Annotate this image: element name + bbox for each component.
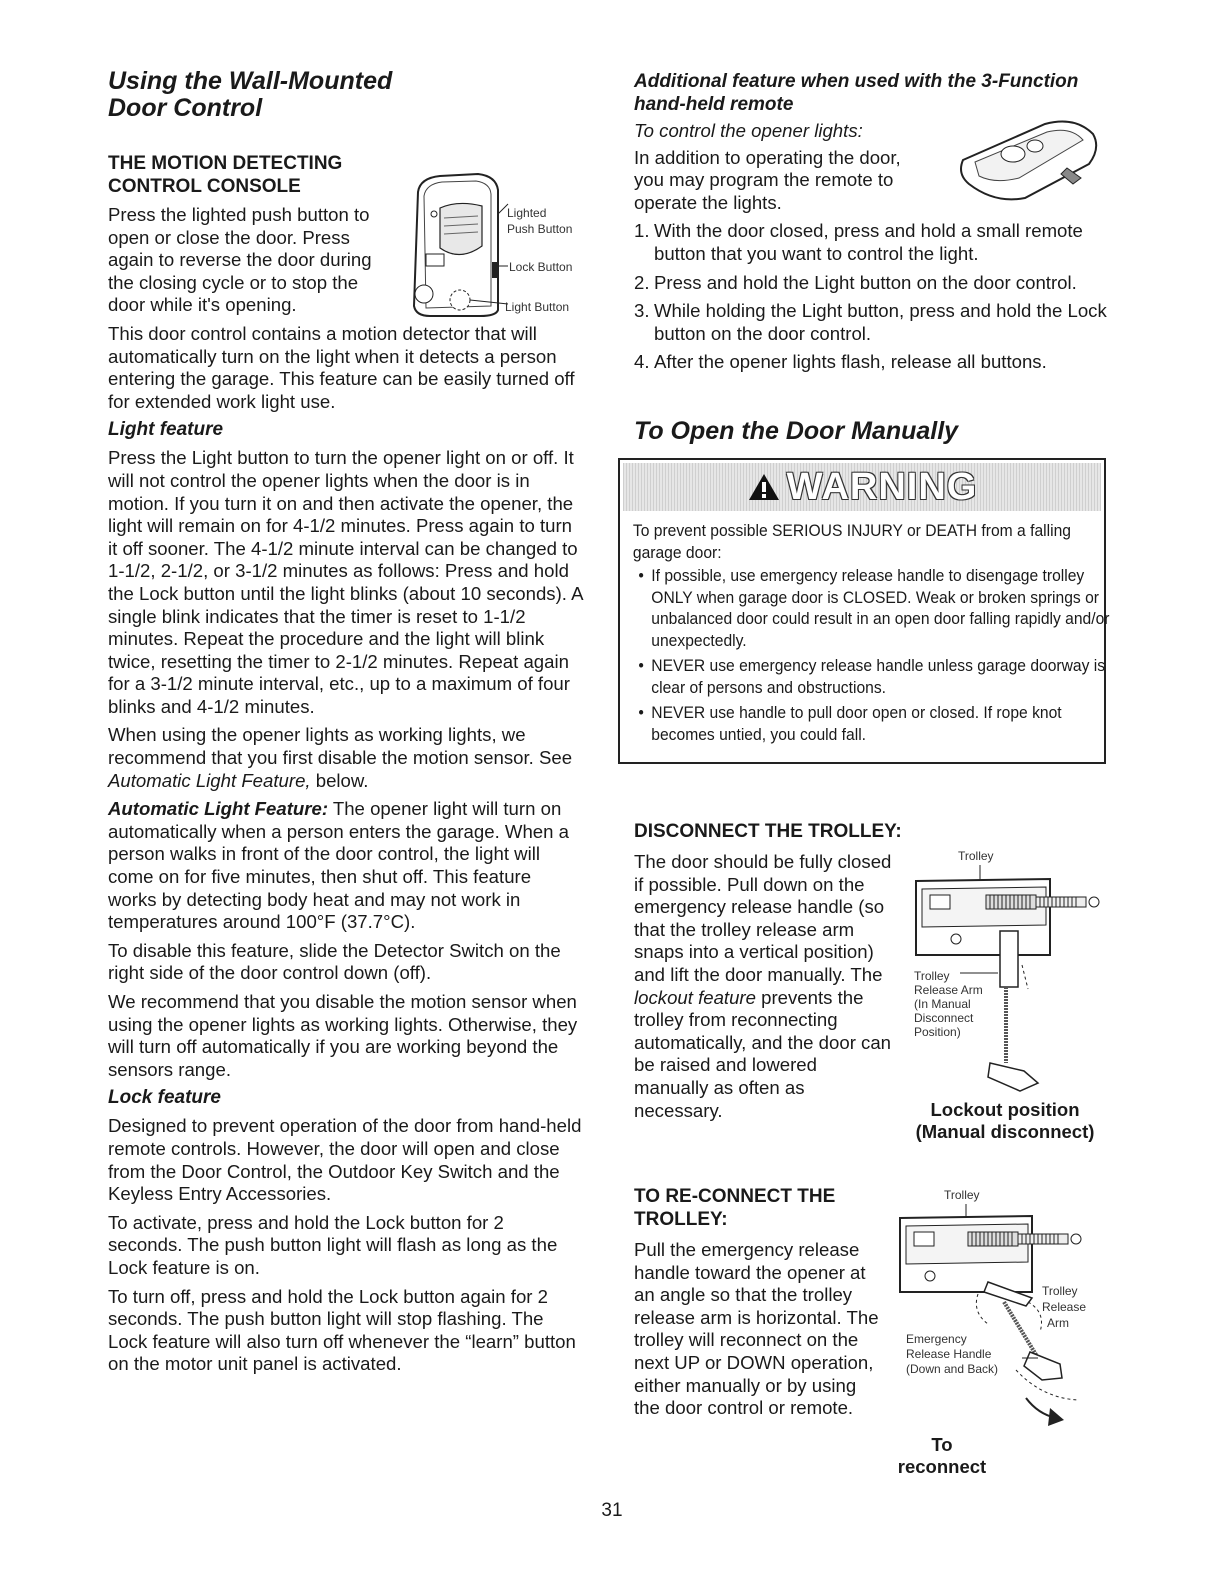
additional-heading-line2: hand-held remote: [634, 94, 794, 115]
warning-title: WARNING: [786, 465, 978, 508]
warning-bullets: [633, 565, 1111, 745]
list-item: [634, 351, 1114, 374]
lock-para2: To activate, press and hold the Lock button for 2 seconds. The push button light will flash as long as the Lock feature is on.: [108, 1211, 558, 1278]
step-text: Press and hold the Light button on the door control.: [654, 271, 1077, 293]
warning-intro: To prevent possible SERIOUS INJURY or DEATH from a falling garage door:: [632, 521, 1071, 562]
reconnect-heading-line2: TROLLEY:: [634, 1209, 728, 1230]
console-heading-line1: THE MOTION DETECTING: [108, 153, 343, 174]
step-number: 4.: [634, 351, 650, 373]
lockout-figure: [900, 845, 1110, 1145]
fig1-trolley-label: Trolley: [958, 849, 994, 863]
list-item: [634, 300, 1114, 345]
fig1-arm-label-3: (In Manual: [914, 997, 971, 1011]
fig1-caption-line2: (Manual disconnect): [915, 1121, 1095, 1142]
section-title-line2: Door Control: [108, 94, 263, 122]
lock-feature-heading: Lock feature: [108, 1087, 221, 1109]
step-number: 1.: [634, 220, 650, 242]
disconnect-heading: DISCONNECT THE TROLLEY:: [634, 821, 902, 842]
reconnect-section: [634, 1185, 884, 1426]
fig1-arm-label-2: Release Arm: [914, 983, 983, 997]
disconnect-tail: prevents the trolley from reconnecting automatically, and the door can be raised and lowered manually as often as necessary.: [634, 986, 892, 1121]
light-para2-text: When using the opener lights as working lights, we recommend that you first disable the motion sensor. See: [108, 724, 573, 769]
list-item: [634, 272, 1114, 295]
label-push-button: Push Button: [507, 222, 573, 236]
fig2-arm-label-3: Arm: [1047, 1316, 1069, 1330]
fig1-caption: [900, 1099, 1110, 1143]
additional-intro: In addition to operating the door, you may program the remote to operate the lights.: [634, 146, 901, 213]
list-item: • NEVER use handle to pull door open or closed. If rope knot becomes untied, you could fall.: [633, 702, 1111, 745]
fig2-handle-label-2: Release Handle: [906, 1347, 992, 1361]
warning-body: [620, 514, 1124, 759]
door-control-illustration: [400, 170, 600, 320]
label-light-button: Light Button: [505, 300, 570, 314]
additional-heading-line1: Additional feature when used with the 3-Function: [634, 71, 1079, 92]
auto-heading: Automatic Light Feature:: [108, 798, 329, 820]
lock-para3: To turn off, press and hold the Lock button again for 2 seconds. The push button light will stop flashing. The Lock feature will also turn off whenever the “learn” button on the motor unit panel is activated.: [108, 1285, 576, 1375]
auto-text: The opener light will turn on automatically when a person enters the garage. When a person walks in front of the door control, the light will come on for five minutes, then shut off. This feature works by detecting body heat and may not work in temperatures around 100°F (37.7°C).: [108, 798, 569, 933]
fig1-arm-label-5: Position): [914, 1025, 961, 1039]
warning-header: [623, 463, 1101, 511]
step-text: While holding the Light button, press and hold the Lock button on the door control.: [654, 300, 1107, 344]
label-lighted: Lighted: [507, 206, 547, 220]
reconnect-heading: [634, 1185, 884, 1231]
warning-box: [618, 458, 1110, 764]
console-para2: This door control contains a motion detector that will automatically turn on the light when it detects a person entering the garage. This feature can be easily turned off for extended work light use.: [108, 322, 575, 412]
fig1-arm-label-1: Trolley: [914, 969, 950, 983]
steps-list: [634, 220, 1114, 374]
fig1-arm-label-4: Disconnect: [914, 1011, 974, 1025]
auto-para: [108, 798, 583, 934]
disconnect-section: [634, 820, 902, 1128]
list-item: • NEVER use emergency release handle unless garage doorway is clear of persons and obstructions.: [633, 655, 1111, 698]
light-feature-heading: Light feature: [108, 419, 224, 441]
fig2-arm-label-2: Release: [1042, 1300, 1087, 1314]
disable-para: To disable this feature, slide the Detector Switch on the right side of the door control down (off).: [108, 939, 561, 984]
door-control-figure: [400, 170, 600, 320]
light-para1: Press the Light button to turn the opener light on or off. It will not control the opener lights when the door is in motion. If you turn it on and then activate the opener, the light will remain on for 4-1/2 minutes. Press again to turn it off sooner. The 4-1/2 minute interval can be changed to 1-1/2, 2-1/2, or 3-1/2 minutes as follows: Press and hold the Lock button until the light blinks (about 10 seconds). A single blink indicates that the timer is reset to 1-1/2 minutes. Repeat the procedure and the light will blink twice, resetting the timer to 2-1/2 minutes. Repeat again for a 3-1/2 minute interval, etc., up to a maximum of four blinks and 4-1/2 minutes.: [108, 447, 583, 717]
section-title-line1: Using the Wall-Mounted: [108, 67, 393, 95]
console-para1: Press the lighted push button to open or close the door. Press again to reverse the door during the closing cycle or to stop the door while it's opening.: [108, 204, 372, 316]
step-number: 2.: [634, 271, 650, 293]
reconnect-figure: [892, 1182, 1107, 1477]
list-item: • If possible, use emergency release handle to disengage trolley ONLY when garage door is CLOSED. Weak or broken springs or unbalanced door could result in an open door falling rapidly and/or unexpectedly.: [633, 565, 1111, 651]
lock-para1: Designed to prevent operation of the door from hand-held remote controls. However, the door will open and close from the Door Control, the Outdoor Key Switch and the Keyless Entry Accessories.: [108, 1115, 582, 1205]
control-lights-subheading: To control the opener lights:: [634, 120, 863, 141]
light-para2-tail: below.: [310, 769, 369, 791]
light-para2-ref: Automatic Light Feature,: [108, 769, 311, 791]
label-lock-button: Lock Button: [509, 260, 573, 274]
light-para2: [108, 724, 583, 792]
console-heading-line2: CONTROL CONSOLE: [108, 176, 301, 197]
remote-figure: [955, 118, 1105, 203]
disconnect-para: [634, 851, 894, 1122]
lockout-feature-term: lockout feature: [634, 986, 756, 1008]
step-text: After the opener lights flash, release all buttons.: [654, 351, 1047, 373]
manual-section-title: To Open the Door Manually: [634, 417, 959, 445]
right-column: [634, 70, 1114, 380]
additional-feature-heading: [634, 70, 1114, 116]
step-text: With the door closed, press and hold a small remote button that you want to control the light.: [654, 220, 1083, 264]
page-number: 31: [601, 1500, 623, 1521]
section-title: [108, 68, 583, 122]
remote-illustration: [955, 118, 1105, 203]
disconnect-text: The door should be fully closed if possible. Pull down on the emergency release handle (so that the trolley release arm snaps into a vertical position) and lift the door manually. The: [634, 851, 892, 985]
recommend-para: We recommend that you disable the motion sensor when using the opener lights as working lights. Otherwise, they will turn off automatically if you are working beyond the sensors range.: [108, 991, 578, 1080]
fig2-trolley-label: Trolley: [944, 1188, 980, 1202]
fig1-caption-line1: Lockout position: [930, 1099, 1080, 1120]
step-number: 3.: [634, 300, 650, 322]
reconnect-para: Pull the emergency release handle toward the opener at an angle so that the trolley release arm is horizontal. The trolley will reconnect on the next UP or DOWN operation, either manually or by using the door control or remote.: [634, 1239, 879, 1419]
fig2-arm-label-1: Trolley: [1042, 1284, 1078, 1298]
list-item: [634, 220, 1114, 265]
fig2-handle-label-3: (Down and Back): [906, 1362, 999, 1376]
fig2-handle-label-1: Emergency: [906, 1332, 967, 1346]
warning-triangle-icon: [747, 472, 781, 502]
reconnect-heading-line1: TO RE-CONNECT THE: [634, 1186, 836, 1207]
fig2-caption: To reconnect: [897, 1434, 987, 1477]
